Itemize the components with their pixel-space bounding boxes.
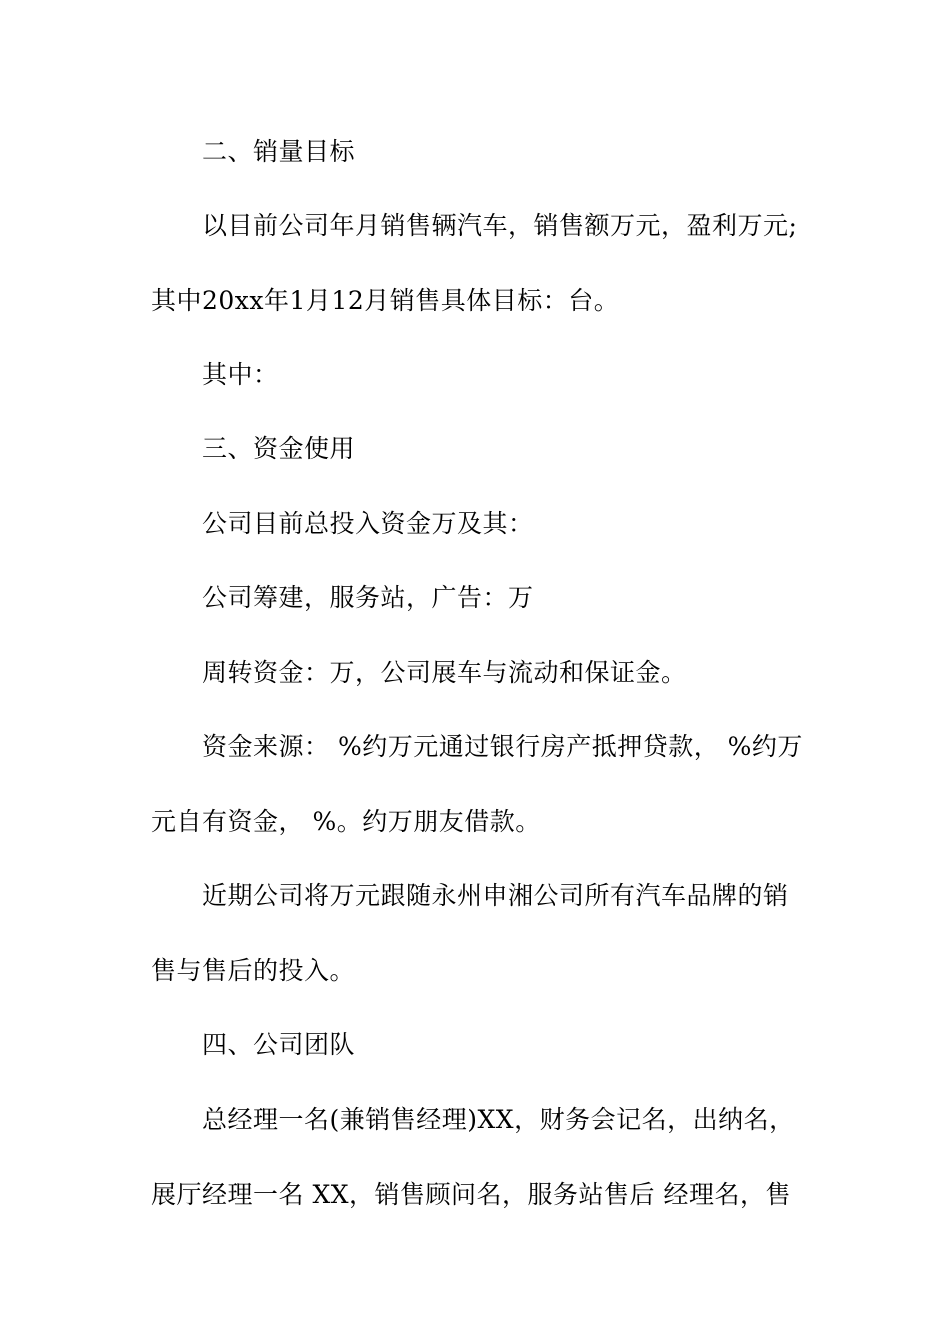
- paragraph-line: 资金来源： %约万元通过银行房产抵押贷款， %约万: [202, 732, 803, 761]
- paragraph-line: 近期公司将万元跟随永州申湘公司所有汽车品牌的销: [202, 881, 789, 910]
- paragraph-line: 公司筹建，服务站，广告：万: [202, 583, 534, 612]
- paragraph-line: 其中：: [202, 360, 279, 389]
- paragraph-line: 其中20xx年1月12月销售具体目标：台。: [151, 286, 620, 315]
- paragraph-line: 展厅经理一名 XX，销售顾问名，服务站售后 经理名，售: [151, 1180, 791, 1209]
- paragraph-line: 周转资金：万，公司展车与流动和保证金。: [202, 658, 687, 687]
- paragraph-line: 元自有资金， %。约万朋友借款。: [151, 807, 541, 836]
- heading-company-team: 四、公司团队: [202, 1030, 356, 1059]
- paragraph-line: 以目前公司年月销售辆汽车，销售额万元，盈利万元;: [202, 211, 798, 240]
- paragraph-line: 总经理一名(兼销售经理)XX，财务会记名，出纳名，: [202, 1105, 795, 1134]
- paragraph-line: 公司目前总投入资金万及其：: [202, 509, 534, 538]
- paragraph-line: 售与售后的投入。: [151, 956, 356, 985]
- heading-fund-usage: 三、资金使用: [202, 434, 356, 463]
- heading-sales-target: 二、销量目标: [202, 137, 356, 166]
